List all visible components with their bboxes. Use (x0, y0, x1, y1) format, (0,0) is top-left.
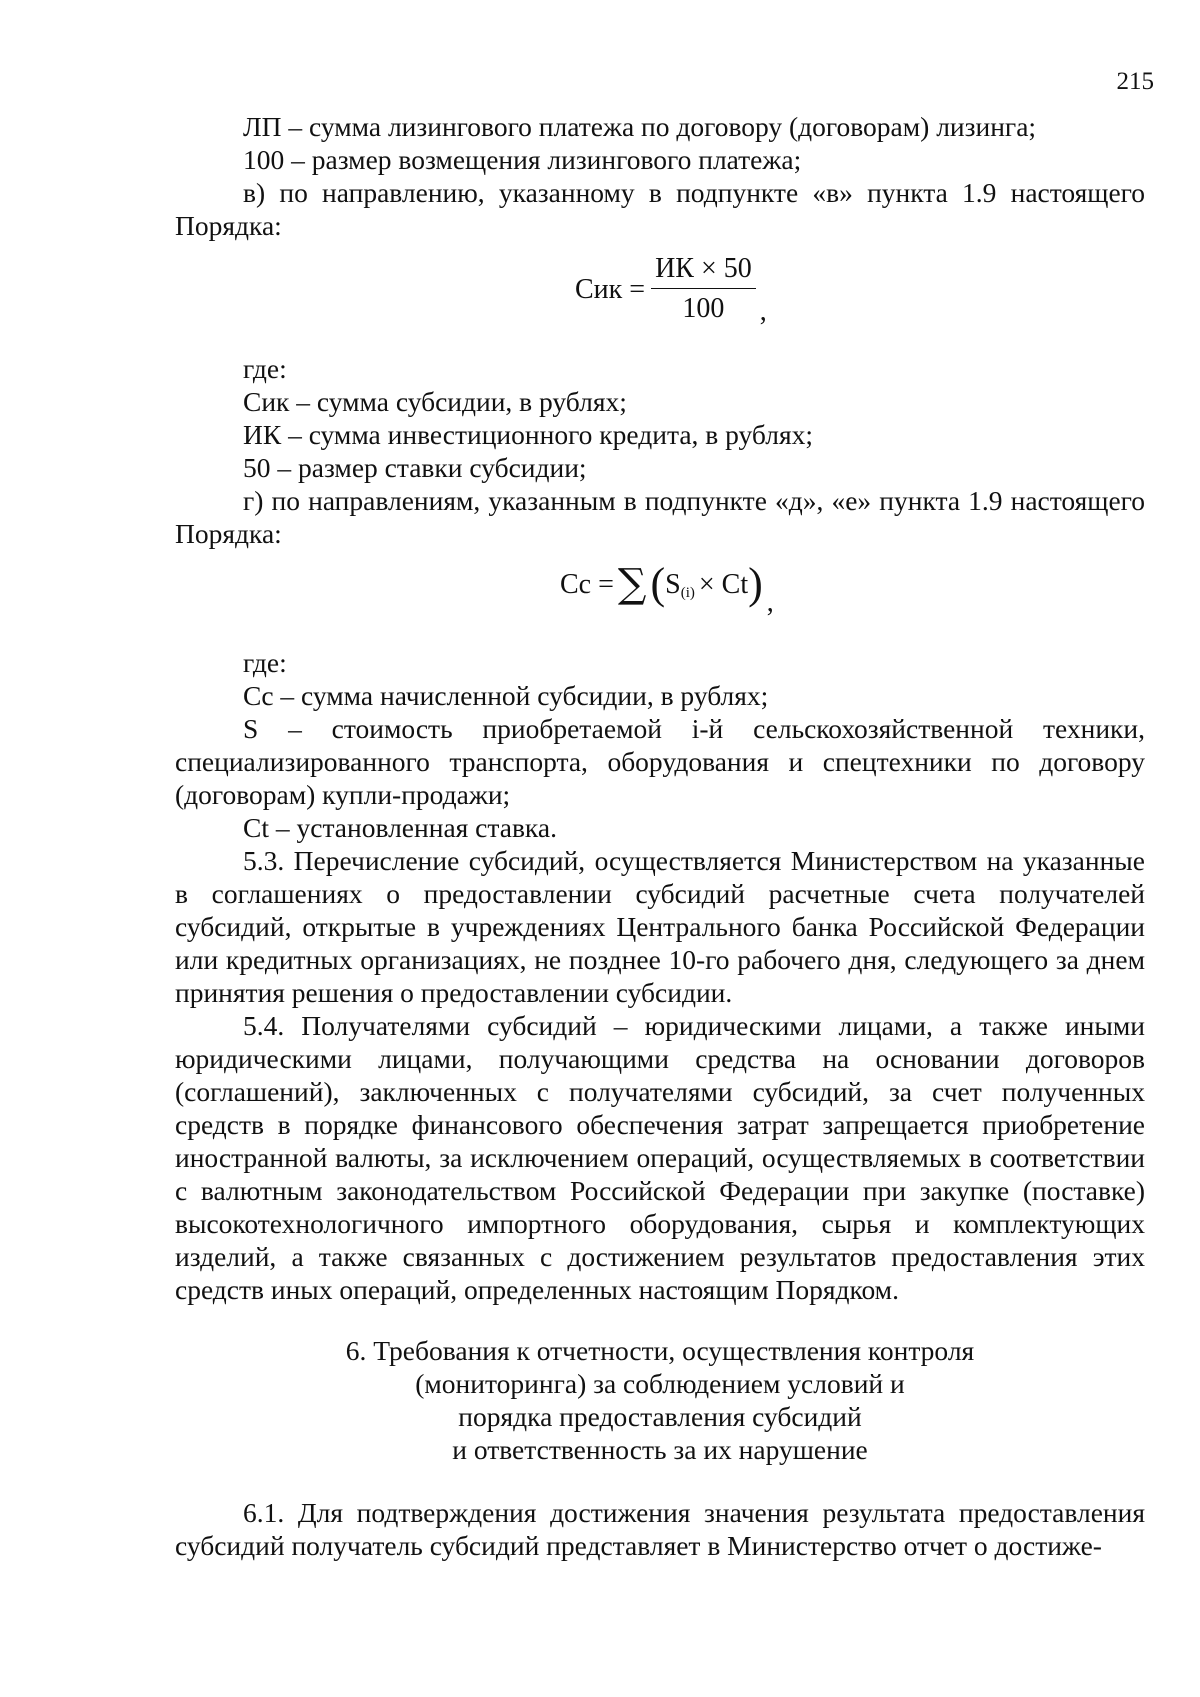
section-6-heading-line-3: порядка предоставления субсидий (458, 1401, 862, 1432)
formula-cc-subscript: (i) (680, 584, 695, 601)
where-label-1: где: (243, 353, 287, 384)
section-6-heading-line-2: (мониторинга) за соблюдением условий и (415, 1368, 905, 1399)
formula-cc-comma: , (766, 586, 774, 618)
formula-sik-numerator: ИК × 50 (651, 252, 756, 289)
formula-cc (175, 550, 1145, 646)
sigma-symbol: ∑ (617, 560, 647, 607)
definition-sik: Сик – сумма субсидии, в рублях; (243, 386, 627, 417)
page-number: 215 (1116, 68, 1154, 95)
formula-sik-fraction (651, 252, 756, 327)
formula-sik-comma: , (759, 296, 767, 327)
formula-cc-rest: × Ct (698, 568, 749, 600)
definition-100: 100 – размер возмещения лизингового платежа; (243, 144, 802, 175)
clause-g: г) по направлениям, указанным в подпункте «д», «е» пункта 1.9 настоящего Порядка: (175, 485, 1145, 549)
paragraph-6-1: 6.1. Для подтверждения достижения значения результата предоставления субсидий получатель субсидий представляет в Министерство отчет о достиже- (175, 1497, 1145, 1561)
formula-sik-denominator: 100 (682, 293, 725, 324)
formula-cc-open-paren: ( (650, 559, 666, 608)
section-6-heading-line-1: 6. Требования к отчетности, осуществления контроля (345, 1335, 975, 1366)
formula-sik (175, 242, 1145, 352)
definition-ik: ИК – сумма инвестиционного кредита, в рублях; (243, 419, 813, 450)
formula-sik-lhs: Сик = (575, 274, 646, 305)
definition-cc: Cc – сумма начисленной субсидии, в рублях; (243, 680, 769, 711)
section-6-heading-line-4: и ответственность за их нарушение (452, 1434, 868, 1465)
document-body (175, 110, 1145, 1562)
where-label-2: где: (243, 647, 287, 678)
formula-cc-s: S (665, 568, 681, 600)
definition-50: 50 – размер ставки субсидии; (243, 452, 587, 483)
paragraph-5-3: 5.3. Перечисление субсидий, осуществляется Министерством на указанные в соглашениях о предоставлении субсидий расчетные счета получателей субсидий, открытые в учреждениях Центрального банка Российской Федерации или кредитных организациях, не позднее 10-го рабочего дня, следующего за днем принятия решения о предоставлении субсидии. (175, 845, 1145, 1008)
formula-cc-close-paren: ) (748, 559, 763, 608)
definition-lp: ЛП – сумма лизингового платежа по договору (договорам) лизинга; (243, 111, 1037, 142)
section-6-heading (175, 1334, 1145, 1466)
definition-s: S – стоимость приобретаемой i-й сельскохозяйственной техники, специализированного транспорта, оборудования и спецтехники по договору (договорам) купли-продажи; (175, 713, 1145, 810)
definition-ct: Ct – установленная ставка. (243, 812, 557, 843)
formula-cc-lhs: Cc = (560, 568, 614, 600)
clause-v: в) по направлению, указанному в подпункте «в» пункта 1.9 настоящего Порядка: (175, 177, 1145, 241)
paragraph-5-4: 5.4. Получателями субсидий – юридическими лицами, а также иными юридическими лицами, получающими средства на основании договоров (соглашений), заключенных с получателями субсидий, за счет полученных средств в порядке финансового обеспечения затрат запрещается приобретение иностранной валюты, за исключением операций, осуществляемых в соответствии с валютным законодательством Российской Федерации при закупке (поставке) высокотехнологичного импортного оборудования, сырья и комплектующих изделий, а также связанных с достижением результатов предоставления этих средств иных операций, определенных настоящим Порядком. (175, 1010, 1145, 1305)
